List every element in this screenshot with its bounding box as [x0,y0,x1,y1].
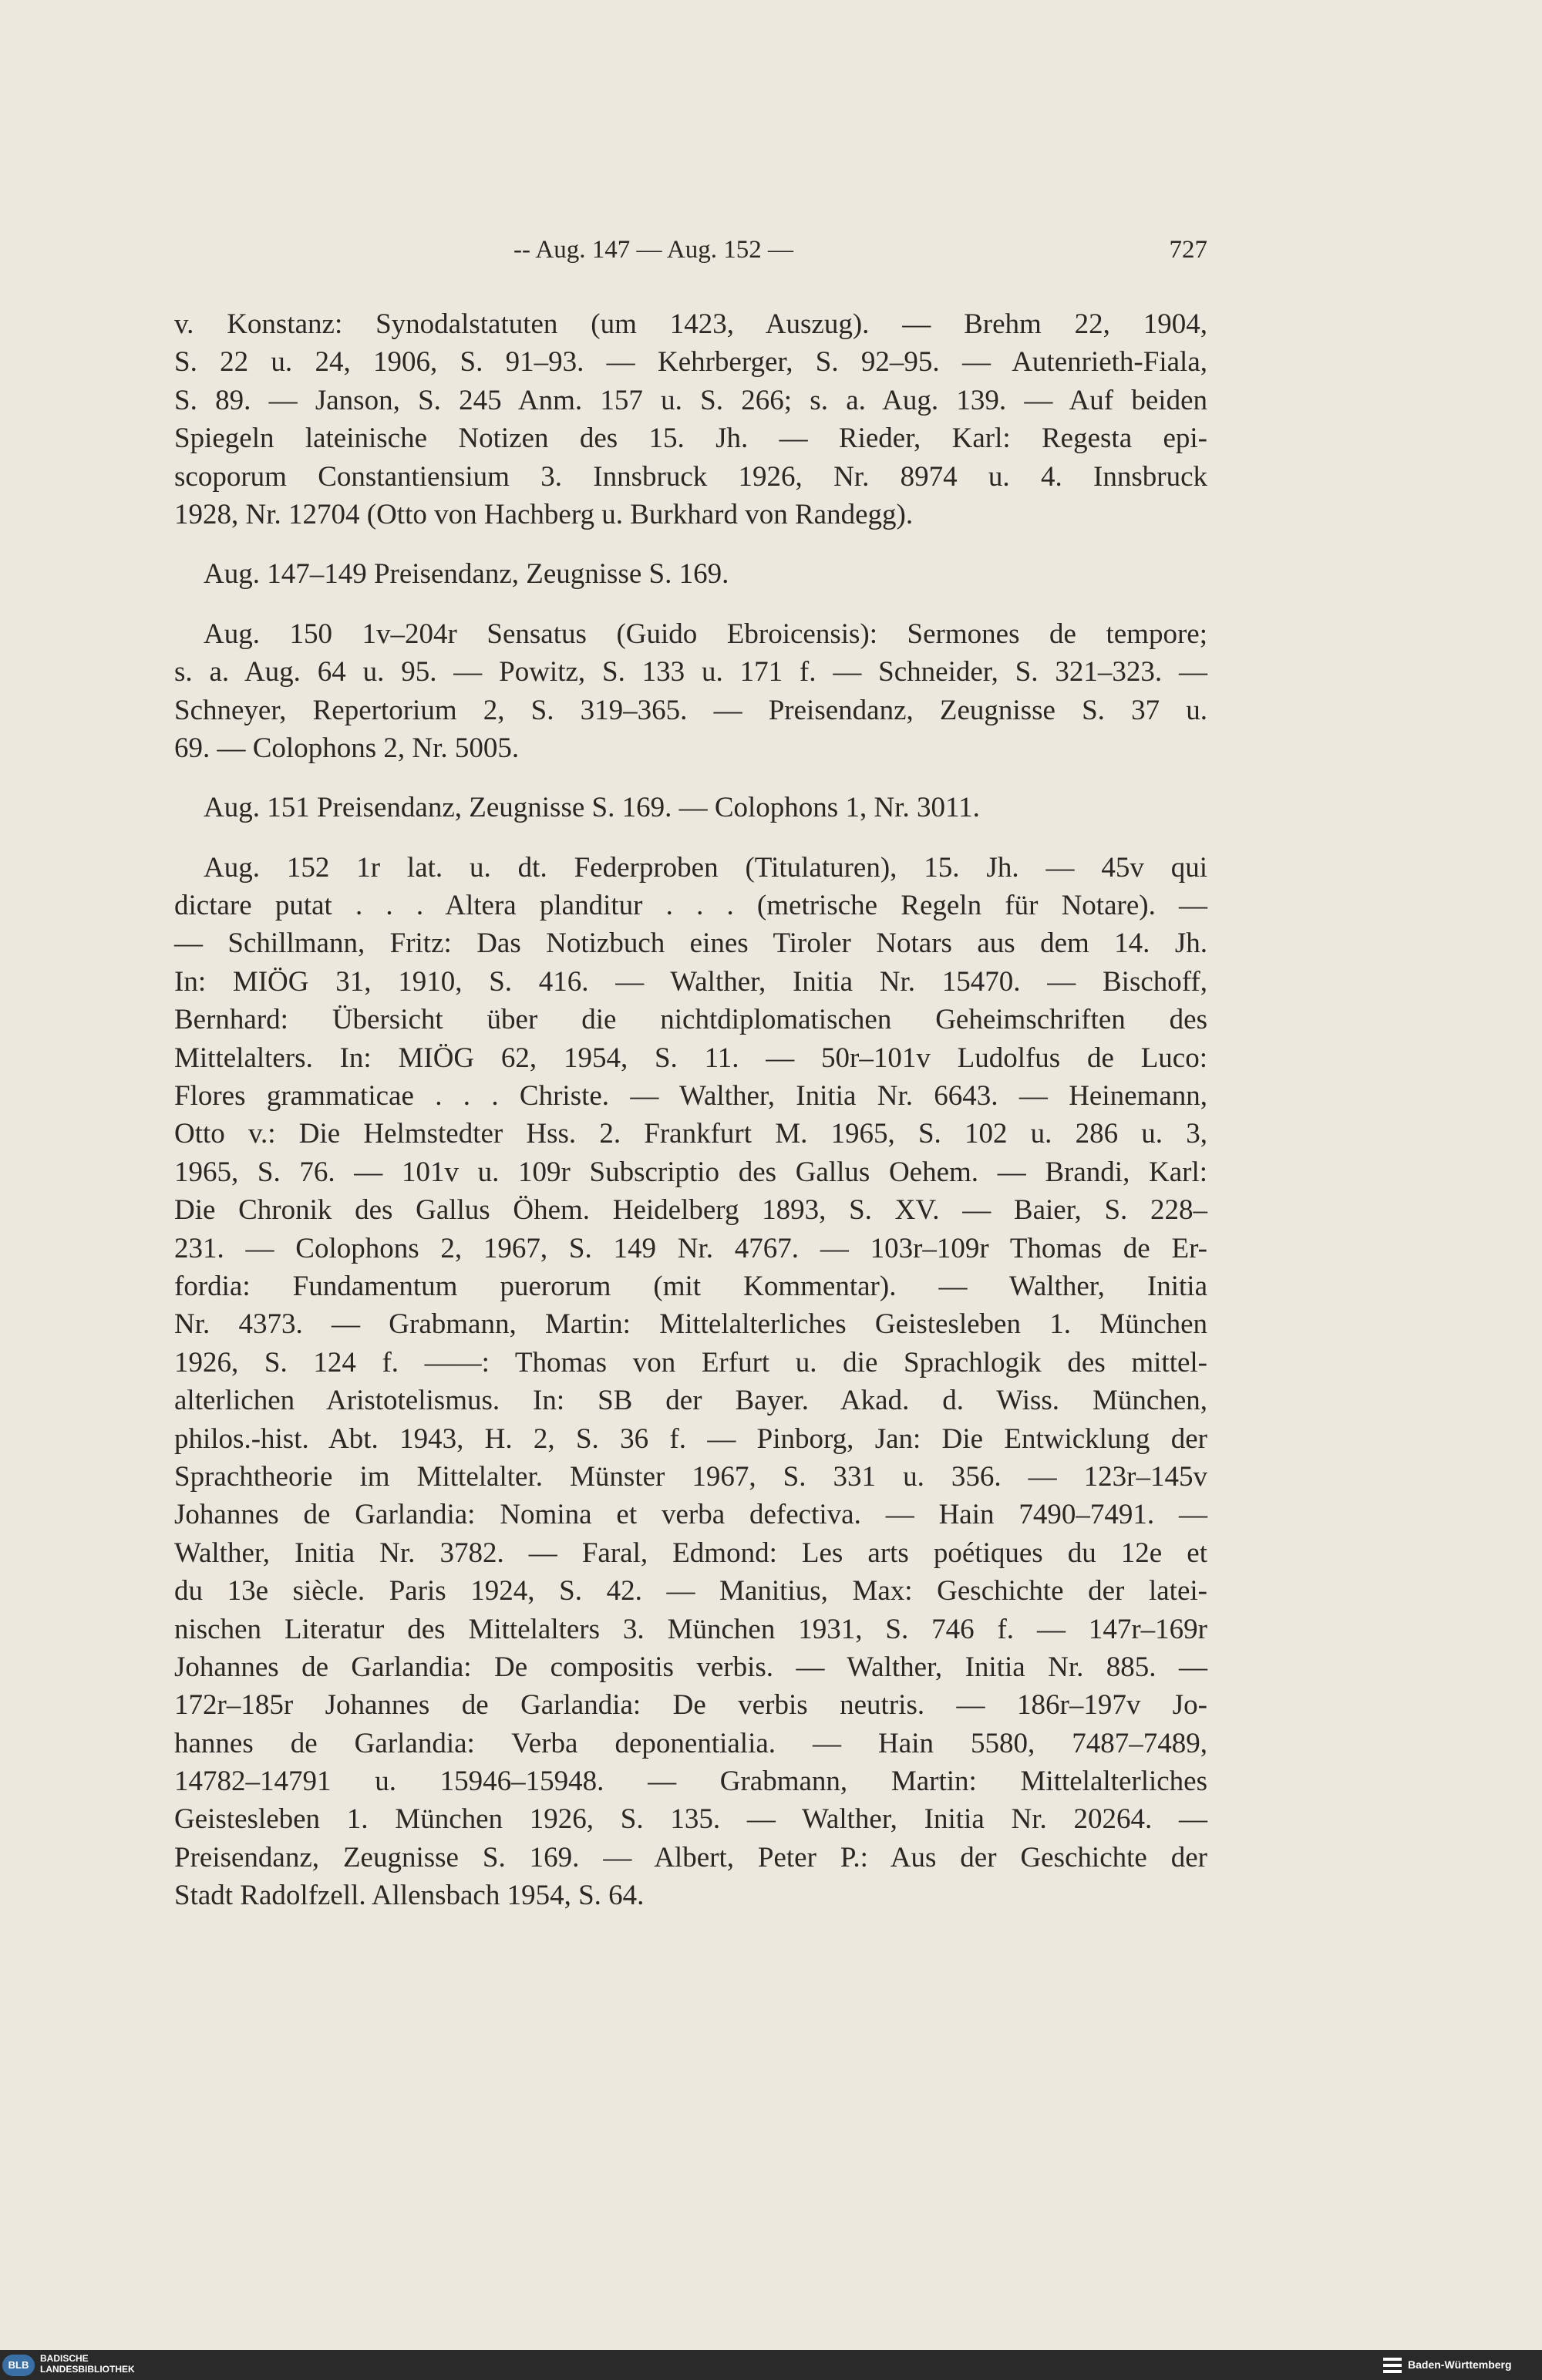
text-line: 231. — Colophons 2, 1967, S. 149 Nr. 4767. — 103r–109r Thomas de Er- [174,1232,1207,1264]
body-text [174,305,1207,1915]
entry-aug-151: Aug. 151 Preisendanz, Zeugnisse S. 169. — Colophons 1, Nr. 3011. [204,792,980,824]
text-line: 1928, Nr. 12704 (Otto von Hachberg u. Burkhard von Randegg). [174,498,914,530]
page-header [174,236,1207,274]
text-line: Sprachtheorie im Mittelalter. Münster 1967, S. 331 u. 356. — 123r–145v [174,1460,1207,1493]
text-line: Otto v.: Die Helmstedter Hss. 2. Frankfurt M. 1965, S. 102 u. 286 u. 3, [174,1118,1207,1150]
blb-line-1: BADISCHE [40,2353,89,2364]
text-line: Geistesleben 1. München 1926, S. 135. — Walther, Initia Nr. 20264. — [174,1803,1207,1836]
text-line: Flores grammaticae . . . Christe. — Walther, Initia Nr. 6643. — Heinemann, [174,1080,1207,1113]
text-line: du 13e siècle. Paris 1924, S. 42. — Manitius, Max: Geschichte der latei- [174,1575,1207,1607]
text-line: s. a. Aug. 64 u. 95. — Powitz, S. 133 u. 171 f. — Schneider, S. 321–323. — [174,656,1207,688]
text-line: 14782–14791 u. 15946–15948. — Grabmann, Martin: Mittelalterliches [174,1766,1207,1798]
text-line: Stadt Radolfzell. Allensbach 1954, S. 64. [174,1880,645,1912]
entry-aug-150: Aug. 150 1v–204r Sensatus (Guido Ebroicensis): Sermones de tempore; [204,618,1207,650]
baden-wuerttemberg-lions-icon [1382,2355,1403,2375]
entry-aug-152: Aug. 152 1r lat. u. dt. Federproben (Titulaturen), 15. Jh. — 45v qui [204,851,1207,884]
text-line: Spiegeln lateinische Notizen des 15. Jh. — Rieder, Karl: Regesta epi- [174,422,1207,455]
text-line: Johannes de Garlandia: De compositis verbis. — Walther, Initia Nr. 885. — [174,1651,1207,1683]
text-line: Walther, Initia Nr. 3782. — Faral, Edmond: Les arts poétiques du 12e et [174,1537,1207,1569]
text-line: Bernhard: Übersicht über die nichtdiplomatischen Geheimschriften des [174,1004,1207,1036]
text-line: scoporum Constantiensium 3. Innsbruck 1926, Nr. 8974 u. 4. Innsbruck [174,460,1207,493]
text-line: 1965, S. 76. — 101v u. 109r Subscriptio des Gallus Oehem. — Brandi, Karl: [174,1156,1207,1188]
text-line: In: MIÖG 31, 1910, S. 416. — Walther, Initia Nr. 15470. — Bischoff, [174,965,1207,998]
blb-line-2: LANDESBIBLIOTHEK [40,2364,135,2375]
text-line: v. Konstanz: Synodalstatuten (um 1423, Auszug). — Brehm 22, 1904, [174,308,1207,340]
text-line: Schneyer, Repertorium 2, S. 319–365. — Preisendanz, Zeugnisse S. 37 u. [174,694,1207,726]
text-line: dictare putat . . . Altera planditur . . . (metrische Regeln für Notare). — [174,890,1207,922]
text-line: Nr. 4373. — Grabmann, Martin: Mittelalterliches Geistesleben 1. München [174,1308,1207,1341]
text-line: Preisendanz, Zeugnisse S. 169. — Albert, Peter P.: Aus der Geschichte der [174,1841,1207,1873]
text-line: nischen Literatur des Mittelalters 3. München 1931, S. 746 f. — 147r–169r [174,1613,1207,1645]
text-line: Mittelalters. In: MIÖG 62, 1954, S. 11. — 50r–101v Ludolfus de Luco: [174,1042,1207,1074]
entry-aug-147-149: Aug. 147–149 Preisendanz, Zeugnisse S. 169. [204,558,729,591]
text-line: S. 89. — Janson, S. 245 Anm. 157 u. S. 266; s. a. Aug. 139. — Auf beiden [174,384,1207,416]
text-line: fordia: Fundamentum puerorum (mit Kommentar). — Walther, Initia [174,1270,1207,1302]
baden-wuerttemberg-label[interactable]: Baden-Württemberg [1408,2358,1512,2371]
text-line: alterlichen Aristotelismus. In: SB der Bayer. Akad. d. Wiss. München, [174,1385,1207,1417]
text-line: 69. — Colophons 2, Nr. 5005. [174,732,520,764]
text-line: philos.-hist. Abt. 1943, H. 2, S. 36 f. — Pinborg, Jan: Die Entwicklung der [174,1422,1207,1455]
text-line: Johannes de Garlandia: Nomina et verba defectiva. — Hain 7490–7491. — [174,1499,1207,1531]
running-head: -- Aug. 147 — Aug. 152 — [513,236,793,264]
text-line: 1926, S. 124 f. ——: Thomas von Erfurt u. die Sprachlogik des mittel- [174,1346,1207,1379]
text-line: Die Chronik des Gallus Öhem. Heidelberg 1893, S. XV. — Baier, S. 228– [174,1194,1207,1227]
text-line: S. 22 u. 24, 1906, S. 91–93. — Kehrberger, S. 92–95. — Autenrieth-Fiala, [174,346,1207,379]
blb-logo-badge[interactable]: BLB [2,2355,35,2376]
page-number: 727 [1169,236,1207,264]
footer-bar [0,2350,1542,2380]
text-line: — Schillmann, Fritz: Das Notizbuch eines Tiroler Notars aus dem 14. Jh. [174,927,1207,960]
text-line: 172r–185r Johannes de Garlandia: De verbis neutris. — 186r–197v Jo- [174,1689,1207,1722]
text-line: hannes de Garlandia: Verba deponentialia. — Hain 5580, 7487–7489, [174,1727,1207,1759]
blb-logo-text [40,2353,135,2375]
